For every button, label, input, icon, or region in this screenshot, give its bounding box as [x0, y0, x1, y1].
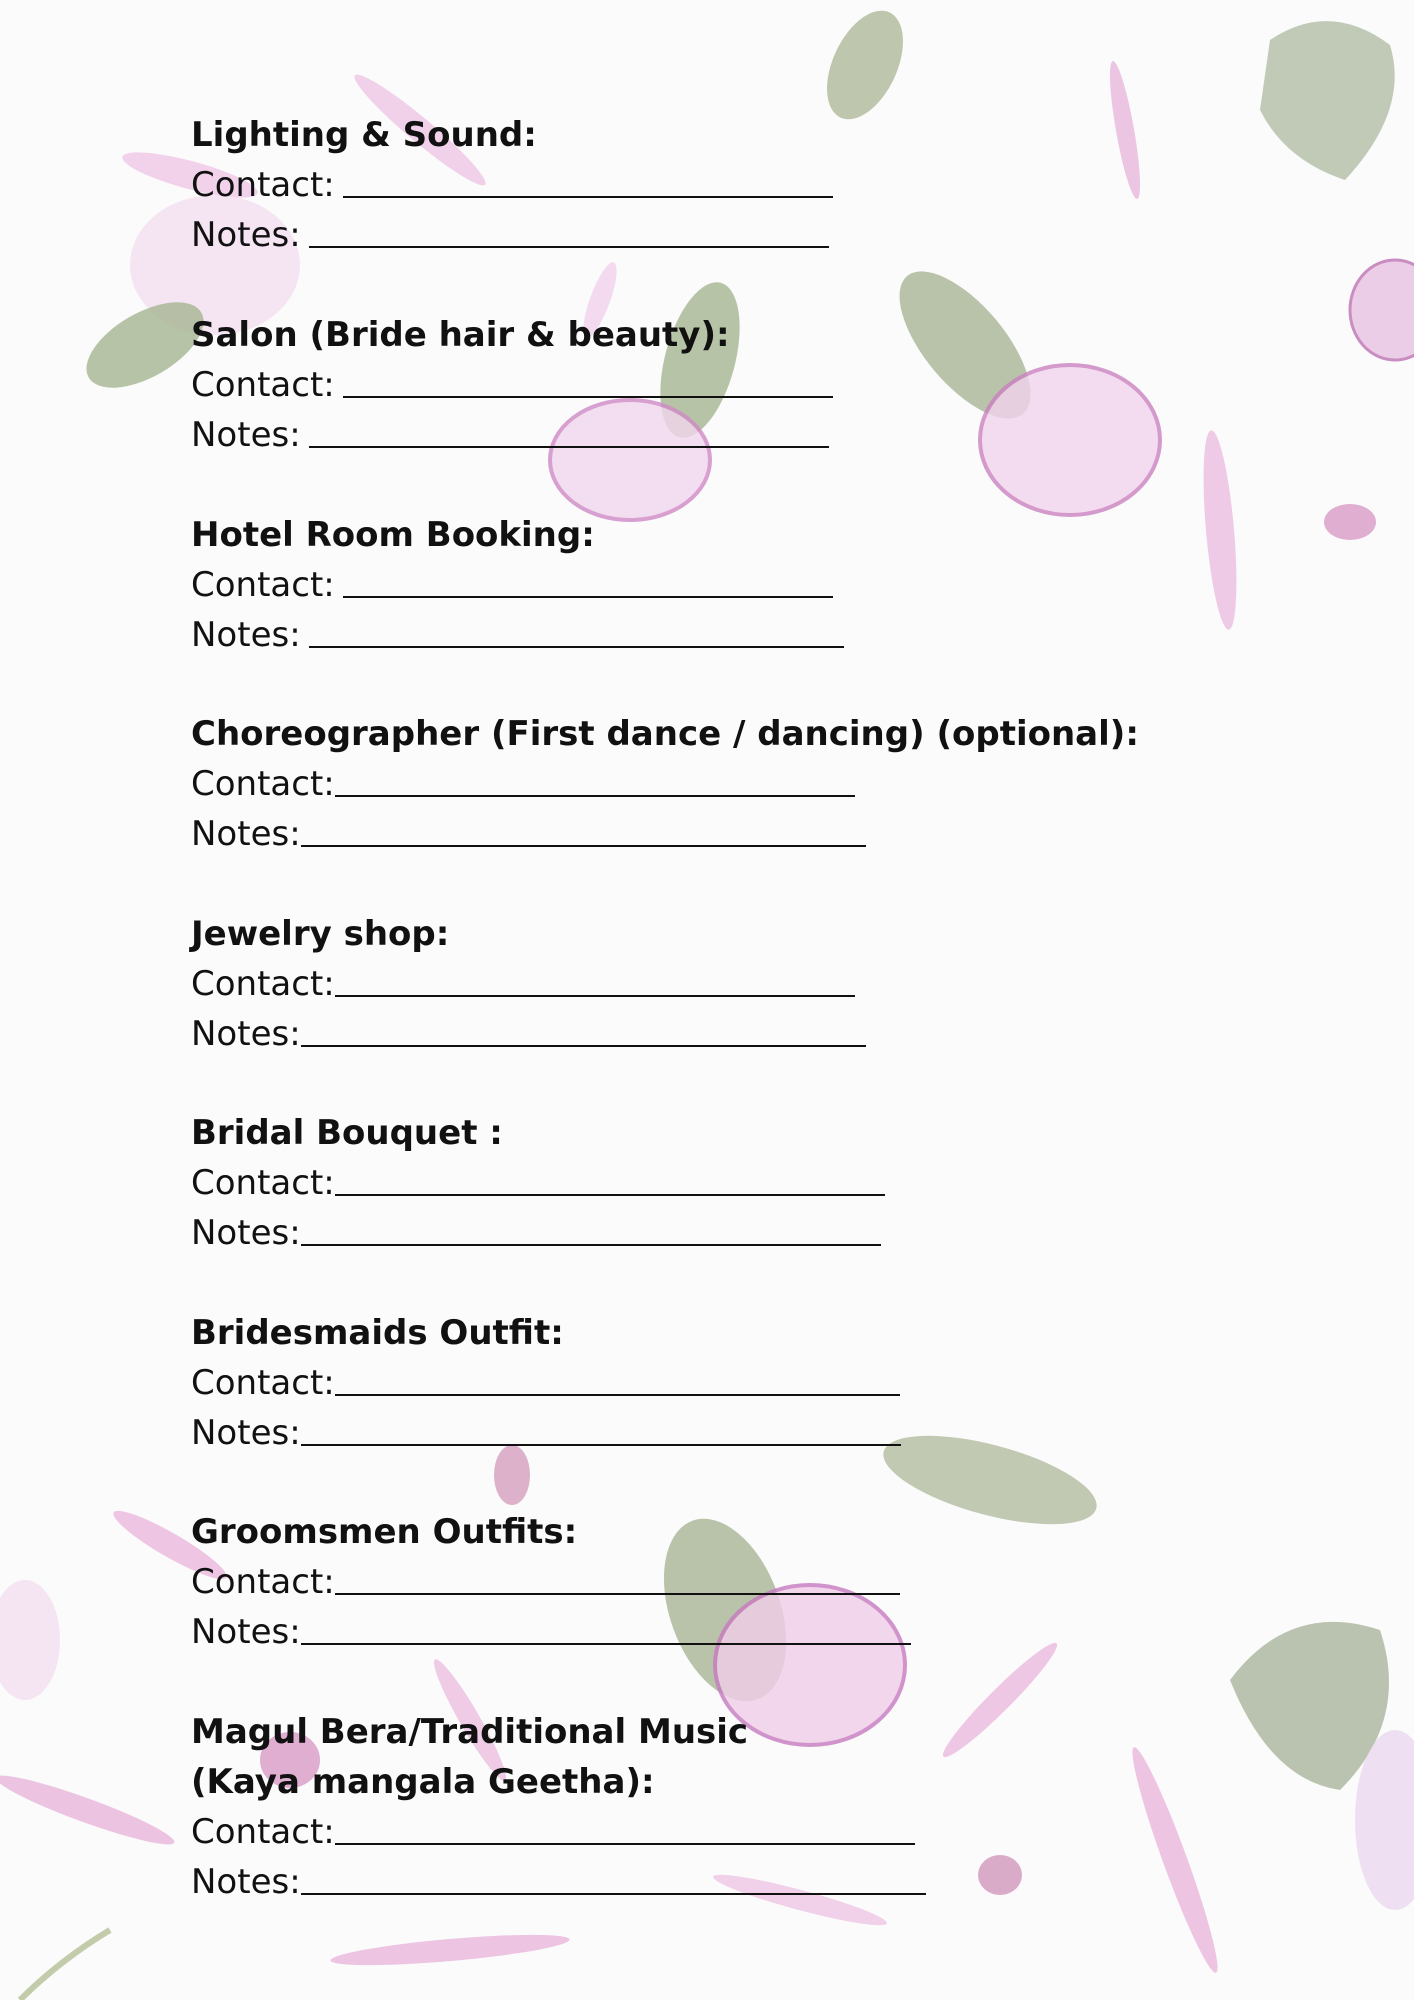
contact-row	[191, 160, 833, 210]
flower-pink	[1350, 260, 1414, 360]
flower-pink	[0, 1580, 60, 1700]
section-hotel-room	[191, 510, 844, 660]
notes-row	[191, 1009, 866, 1059]
notes-row	[191, 1857, 926, 1907]
contact-blank-line	[335, 1843, 915, 1845]
contact-label: Contact:	[191, 1812, 335, 1852]
section-title: Hotel Room Booking:	[191, 515, 595, 555]
petal	[329, 1929, 570, 1972]
section-jewelry-shop	[191, 909, 866, 1059]
section-title-line1: Magul Bera/Traditional Music	[191, 1712, 749, 1752]
notes-label: Notes:	[191, 415, 301, 455]
section-title: Bridesmaids Outfit:	[191, 1313, 564, 1353]
notes-label: Notes:	[191, 1612, 301, 1652]
contact-label: Contact:	[191, 565, 335, 605]
contact-label: Contact:	[191, 764, 335, 804]
notes-row	[191, 210, 833, 260]
section-title: Jewelry shop:	[191, 914, 450, 954]
contact-label: Contact:	[191, 1163, 335, 1203]
contact-blank-line	[335, 1593, 900, 1595]
contact-label: Contact:	[191, 1562, 335, 1602]
section-choreographer	[191, 709, 1139, 859]
contact-label: Contact:	[191, 165, 335, 205]
flower-pink	[980, 365, 1160, 515]
contact-row	[191, 560, 844, 610]
contact-row	[191, 1807, 926, 1857]
section-salon	[191, 310, 833, 460]
notes-label: Notes:	[191, 615, 301, 655]
notes-row	[191, 1408, 901, 1458]
contact-row	[191, 1557, 911, 1607]
section-bridal-bouquet	[191, 1108, 885, 1258]
contact-row	[191, 759, 1139, 809]
section-magul-bera	[191, 1707, 926, 1907]
section-title-line2: (Kaya mangala Geetha):	[191, 1762, 655, 1802]
notes-blank-line	[309, 246, 829, 248]
notes-blank-line	[309, 446, 829, 448]
notes-label: Notes:	[191, 1014, 301, 1054]
notes-label: Notes:	[191, 814, 301, 854]
section-title: Lighting & Sound:	[191, 115, 537, 155]
petal	[936, 1636, 1065, 1765]
notes-label: Notes:	[191, 215, 301, 255]
section-groomsmen-outfits	[191, 1507, 911, 1657]
section-bridesmaids-outfit	[191, 1308, 901, 1458]
contact-blank-line	[343, 196, 833, 198]
section-title: Bridal Bouquet :	[191, 1113, 503, 1153]
section-lighting-sound	[191, 110, 833, 260]
notes-blank-line	[301, 1643, 911, 1645]
petal	[1104, 60, 1146, 201]
leaf	[1260, 21, 1395, 180]
notes-label: Notes:	[191, 1413, 301, 1453]
contact-row	[191, 959, 866, 1009]
contact-label: Contact:	[191, 1363, 335, 1403]
contact-label: Contact:	[191, 964, 335, 1004]
notes-label: Notes:	[191, 1213, 301, 1253]
notes-row	[191, 1208, 885, 1258]
notes-row	[191, 410, 833, 460]
contact-blank-line	[335, 1194, 885, 1196]
notes-blank-line	[301, 845, 866, 847]
contact-label: Contact:	[191, 365, 335, 405]
notes-blank-line	[301, 1444, 901, 1446]
notes-row	[191, 1607, 911, 1657]
contact-row	[191, 360, 833, 410]
bud-pink	[1324, 504, 1376, 540]
notes-blank-line	[309, 646, 844, 648]
notes-row	[191, 809, 1139, 859]
petal	[1123, 1743, 1228, 1977]
stem	[20, 1930, 110, 2000]
contact-blank-line	[343, 596, 833, 598]
contact-row	[191, 1358, 901, 1408]
contact-blank-line	[335, 795, 855, 797]
contact-blank-line	[335, 1394, 900, 1396]
section-title: Choreographer (First dance / dancing) (optional):	[191, 714, 1139, 754]
notes-label: Notes:	[191, 1862, 301, 1902]
notes-blank-line	[301, 1244, 881, 1246]
contact-row	[191, 1158, 885, 1208]
petal	[1197, 429, 1242, 631]
section-title: Salon (Bride hair & beauty):	[191, 315, 730, 355]
notes-blank-line	[301, 1893, 926, 1895]
bud-pink	[978, 1855, 1022, 1895]
notes-blank-line	[301, 1045, 866, 1047]
contact-blank-line	[335, 995, 855, 997]
contact-blank-line	[343, 396, 833, 398]
section-title: Groomsmen Outfits:	[191, 1512, 578, 1552]
notes-row	[191, 610, 844, 660]
petal	[0, 1766, 178, 1854]
